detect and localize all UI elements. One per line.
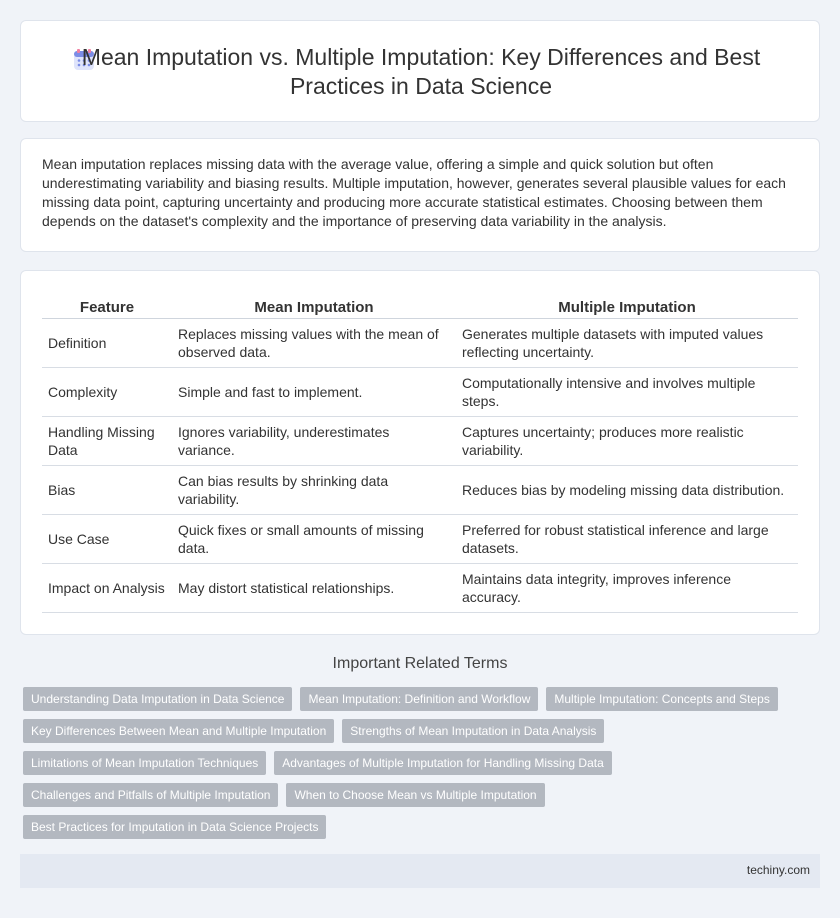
table-cell-mean: May distort statistical relationships. xyxy=(172,564,456,613)
related-term-tag[interactable]: Challenges and Pitfalls of Multiple Imputation xyxy=(23,783,278,807)
related-terms-title: Important Related Terms xyxy=(332,655,508,672)
intro-card xyxy=(20,138,820,252)
comparison-table xyxy=(42,297,798,613)
table-row xyxy=(42,515,798,564)
related-term-tag[interactable]: Best Practices for Imputation in Data Science Projects xyxy=(23,815,326,839)
footer xyxy=(20,854,820,888)
table-row xyxy=(42,466,798,515)
column-header-feature: Feature xyxy=(42,297,172,319)
table-cell-feature: Complexity xyxy=(42,368,172,417)
tag-row xyxy=(23,719,803,743)
table-cell-mean: Replaces missing values with the mean of observed data. xyxy=(172,319,456,368)
tag-row xyxy=(23,815,803,839)
related-term-tag[interactable]: Multiple Imputation: Concepts and Steps xyxy=(546,687,777,711)
table-cell-multiple: Reduces bias by modeling missing data distribution. xyxy=(456,466,798,515)
table-row xyxy=(42,417,798,466)
related-term-tag[interactable]: Strengths of Mean Imputation in Data Analysis xyxy=(342,719,604,743)
table-cell-mean: Quick fixes or small amounts of missing data. xyxy=(172,515,456,564)
related-term-tag[interactable]: Limitations of Mean Imputation Techniques xyxy=(23,751,266,775)
footer-site-link[interactable]: techiny.com xyxy=(746,863,810,877)
table-cell-multiple: Preferred for robust statistical inference and large datasets. xyxy=(456,515,798,564)
related-terms-list xyxy=(23,687,803,847)
table-cell-multiple: Maintains data integrity, improves inference accuracy. xyxy=(456,564,798,613)
related-term-tag[interactable]: Understanding Data Imputation in Data Science xyxy=(23,687,292,711)
table-row xyxy=(42,564,798,613)
table-cell-feature: Handling Missing Data xyxy=(42,417,172,466)
table-cell-feature: Use Case xyxy=(42,515,172,564)
related-term-tag[interactable]: Advantages of Multiple Imputation for Handling Missing Data xyxy=(274,751,612,775)
table-row xyxy=(42,319,798,368)
table-cell-mean: Simple and fast to implement. xyxy=(172,368,456,417)
table-cell-feature: Impact on Analysis xyxy=(42,564,172,613)
table-cell-multiple: Generates multiple datasets with imputed values reflecting uncertainty. xyxy=(456,319,798,368)
table-header-row xyxy=(42,297,798,319)
comparison-table-card xyxy=(20,270,820,635)
table-cell-feature: Bias xyxy=(42,466,172,515)
column-header-multiple: Multiple Imputation xyxy=(456,297,798,319)
page-title: Mean Imputation vs. Multiple Imputation: Key Differences and Best Practices in Data Science xyxy=(81,44,761,99)
intro-text: Mean imputation replaces missing data with the average value, offering a simple and quick solution but often underestimating variability and biasing results. Multiple imputation, however, generates several plausible values for each missing data point, capturing uncertainty and producing more accurate statistical estimates. Choosing between them depends on the dataset's complexity and the importance of preserving data variability in the analysis. xyxy=(42,156,786,229)
table-cell-feature: Definition xyxy=(42,319,172,368)
table-cell-mean: Ignores variability, underestimates variance. xyxy=(172,417,456,466)
related-term-tag[interactable]: Mean Imputation: Definition and Workflow xyxy=(300,687,538,711)
related-term-tag[interactable]: Key Differences Between Mean and Multiple Imputation xyxy=(23,719,334,743)
tag-row xyxy=(23,751,803,775)
table-cell-multiple: Computationally intensive and involves multiple steps. xyxy=(456,368,798,417)
related-term-tag[interactable]: When to Choose Mean vs Multiple Imputation xyxy=(286,783,544,807)
column-header-mean: Mean Imputation xyxy=(172,297,456,319)
header-card xyxy=(20,20,820,122)
table-cell-multiple: Captures uncertainty; produces more realistic variability. xyxy=(456,417,798,466)
tag-row xyxy=(23,783,803,807)
table-cell-mean: Can bias results by shrinking data variability. xyxy=(172,466,456,515)
tag-row xyxy=(23,687,803,711)
table-row xyxy=(42,368,798,417)
